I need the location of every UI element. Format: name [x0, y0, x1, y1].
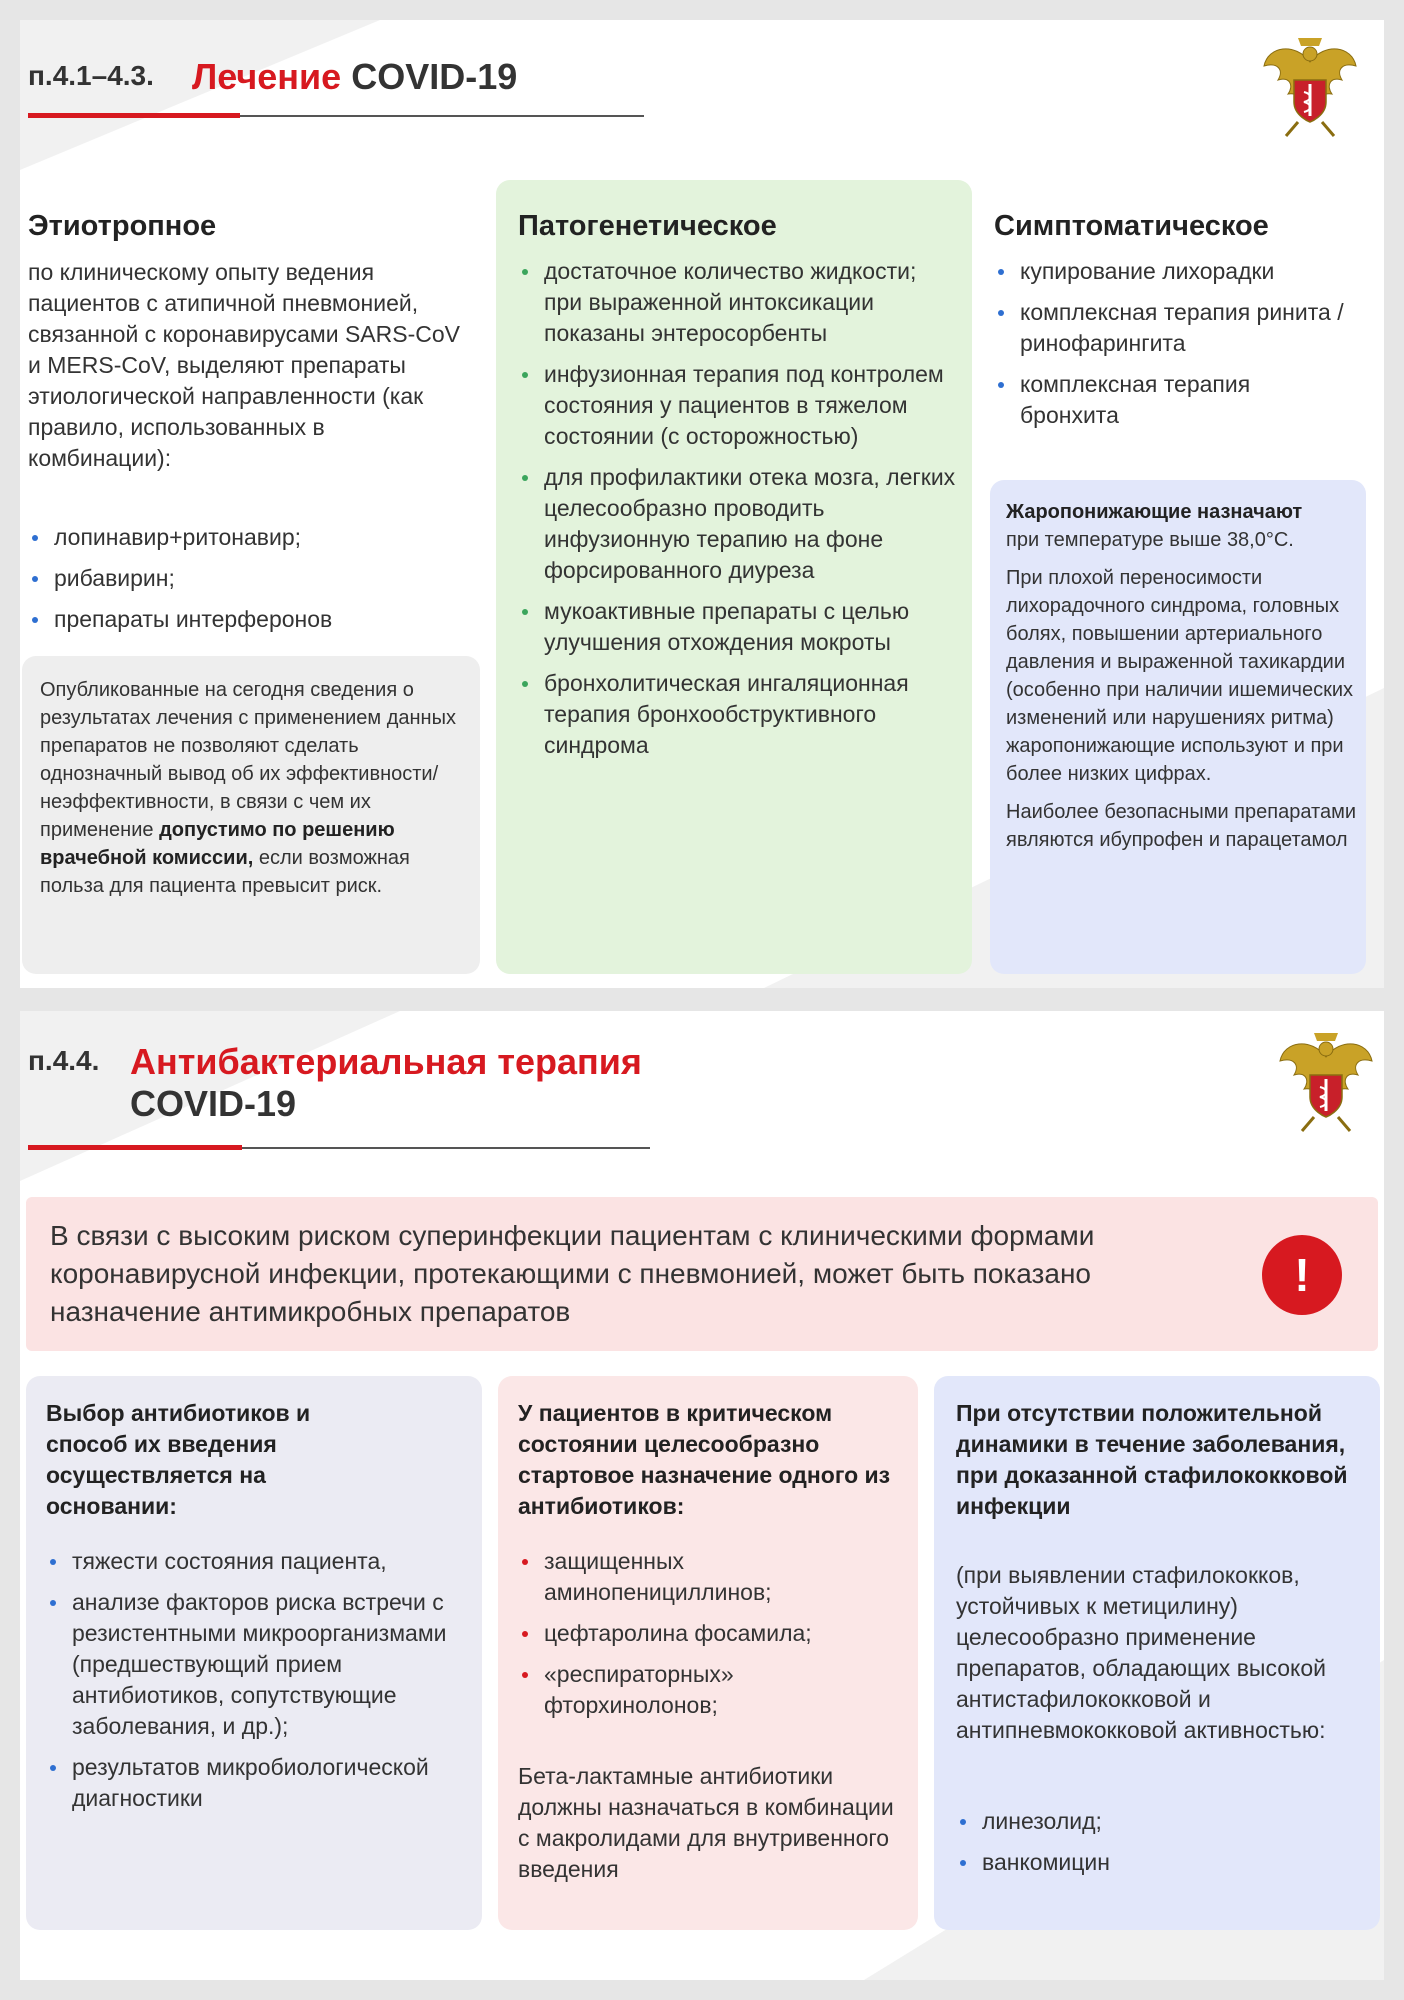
critical-box: [498, 1376, 918, 1930]
page-title: [192, 56, 517, 98]
alert-banner: [26, 1197, 1378, 1351]
title-rule-accent: [28, 1145, 242, 1150]
list-item: «респираторных» фторхинолонов;: [518, 1659, 908, 1721]
selection-box: [26, 1376, 482, 1930]
list-item: цефтаролина фосамила;: [518, 1618, 908, 1649]
slide-antibacterial: [20, 1011, 1384, 1980]
list-item: купирование лихорадки: [994, 256, 1354, 287]
col-title-etiotropic: Этиотропное: [28, 210, 217, 242]
etiotropic-list: [28, 522, 468, 645]
list-item: ванкомицин: [956, 1847, 1366, 1878]
selection-title: Выбор антибиотиков и способ их введения осуществляется на основании:: [46, 1400, 311, 1519]
list-item: инфузионная терапия под контролем состояния у пациентов в тяжелом состоянии (с осторожностью): [518, 359, 958, 452]
list-item: комплексная терапия ринита / ринофарингита: [994, 297, 1354, 359]
critical-title: У пациентов в критическом состоянии целесообразно стартовое назначение одного из антибиотиков:: [518, 1400, 891, 1519]
staph-text: (при выявлении стафилококков, устойчивых к метицилину) целесообразно применение препаратов, обладающих высокой антистафилококковой и антипневмококковой активностью:: [956, 1562, 1326, 1743]
list-item: лопинавир+ритонавир;: [28, 522, 468, 553]
list-item: защищенных аминопенициллинов;: [518, 1546, 908, 1608]
exclamation-icon: !: [1262, 1235, 1342, 1315]
staph-list: [956, 1806, 1366, 1888]
title-line-2: COVID-19: [130, 1083, 297, 1124]
col-title-symptomatic: Симптоматическое: [994, 210, 1269, 242]
emblem-icon: [1260, 32, 1360, 142]
list-item: мукоактивные препараты с целью улучшения отхождения мокроты: [518, 596, 958, 658]
title-rule: [28, 1147, 650, 1149]
alert-text: В связи с высоким риском суперинфекции пациентам с клиническими формами коронавирусной инфекции, протекающими с пневмонией, может быть показано назначение антимикробных препаратов: [50, 1220, 1095, 1327]
pathogenetic-list: [518, 256, 958, 771]
critical-list: [518, 1546, 908, 1731]
etiotropic-note: Опубликованные на сегодня сведения о результатах лечения с применением данных препаратов не позволяют сделать однозначный вывод об их эффективности/неэффективности, в связи с чем их применение допустимо по решению врачебной комиссии, если возможная польза для пациента превысит риск.: [40, 679, 456, 897]
list-item: рибавирин;: [28, 563, 468, 594]
title-dark: COVID-19: [351, 56, 518, 97]
section-number: п.4.1–4.3.: [28, 60, 154, 91]
title-rule-accent: [28, 113, 240, 118]
list-item: бронхолитическая ингаляционная терапия бронхообструктивного синдрома: [518, 668, 958, 761]
list-item: тяжести состояния пациента,: [46, 1546, 466, 1577]
emblem-icon: [1276, 1027, 1376, 1137]
symptomatic-list: [994, 256, 1354, 441]
critical-note: Бета-лактамные антибиотики должны назначаться в комбинации с макролидами для внутривенного введения: [518, 1763, 894, 1882]
list-item: препараты интерферонов: [28, 604, 468, 635]
list-item: достаточное количество жидкости; при выраженной интоксикации показаны энтеросорбенты: [518, 256, 958, 349]
col-title-pathogenetic: Патогенетическое: [518, 210, 777, 242]
title-rule: [28, 115, 644, 117]
list-item: для профилактики отека мозга, легких целесообразно проводить инфузионную терапию на фоне форсированного диуреза: [518, 462, 958, 586]
antipyretic-note: Жаропонижающие назначают при температуре выше 38,0°C. При плохой переносимости лихорадочного синдрома, головных болях, повышении артериального давления и выраженной тахикардии (особенно при наличии ишемических изменений или нарушениях ритма) жаропонижающие используют и при более низких цифрах. Наиболее безопасными препаратами являются ибупрофен и парацетамол: [1006, 501, 1356, 851]
list-item: анализе факторов риска встречи с резистентными микроорганизмами (предшествующий прием антибиотиков, сопутствующие заболевания, и др.);: [46, 1587, 466, 1742]
section-number: п.4.4.: [28, 1045, 100, 1076]
etiotropic-text: по клиническому опыту ведения пациентов с атипичной пневмонией, связанной с коронавирусами SARS-CoV и MERS-CoV, выделяют препараты этиологической направленности (как правило, использованных в комбинации):: [28, 259, 460, 471]
pathogenetic-box: [496, 180, 972, 974]
title-line-1: Антибактериальная терапия: [130, 1041, 642, 1082]
staph-title: При отсутствии положительной динамики в течение заболевания, при доказанной стафилококковой инфекции: [956, 1400, 1348, 1519]
list-item: линезолид;: [956, 1806, 1366, 1837]
etiotropic-note-box: [22, 656, 480, 974]
antipyretic-note-box: [990, 480, 1366, 974]
list-item: комплексная терапия бронхита: [994, 369, 1354, 431]
slide-treatment: [20, 20, 1384, 988]
staph-box: [934, 1376, 1380, 1930]
title-red: Лечение: [192, 56, 342, 97]
selection-list: [46, 1546, 466, 1824]
page-title: [130, 1041, 642, 1125]
list-item: результатов микробиологической диагностики: [46, 1752, 466, 1814]
